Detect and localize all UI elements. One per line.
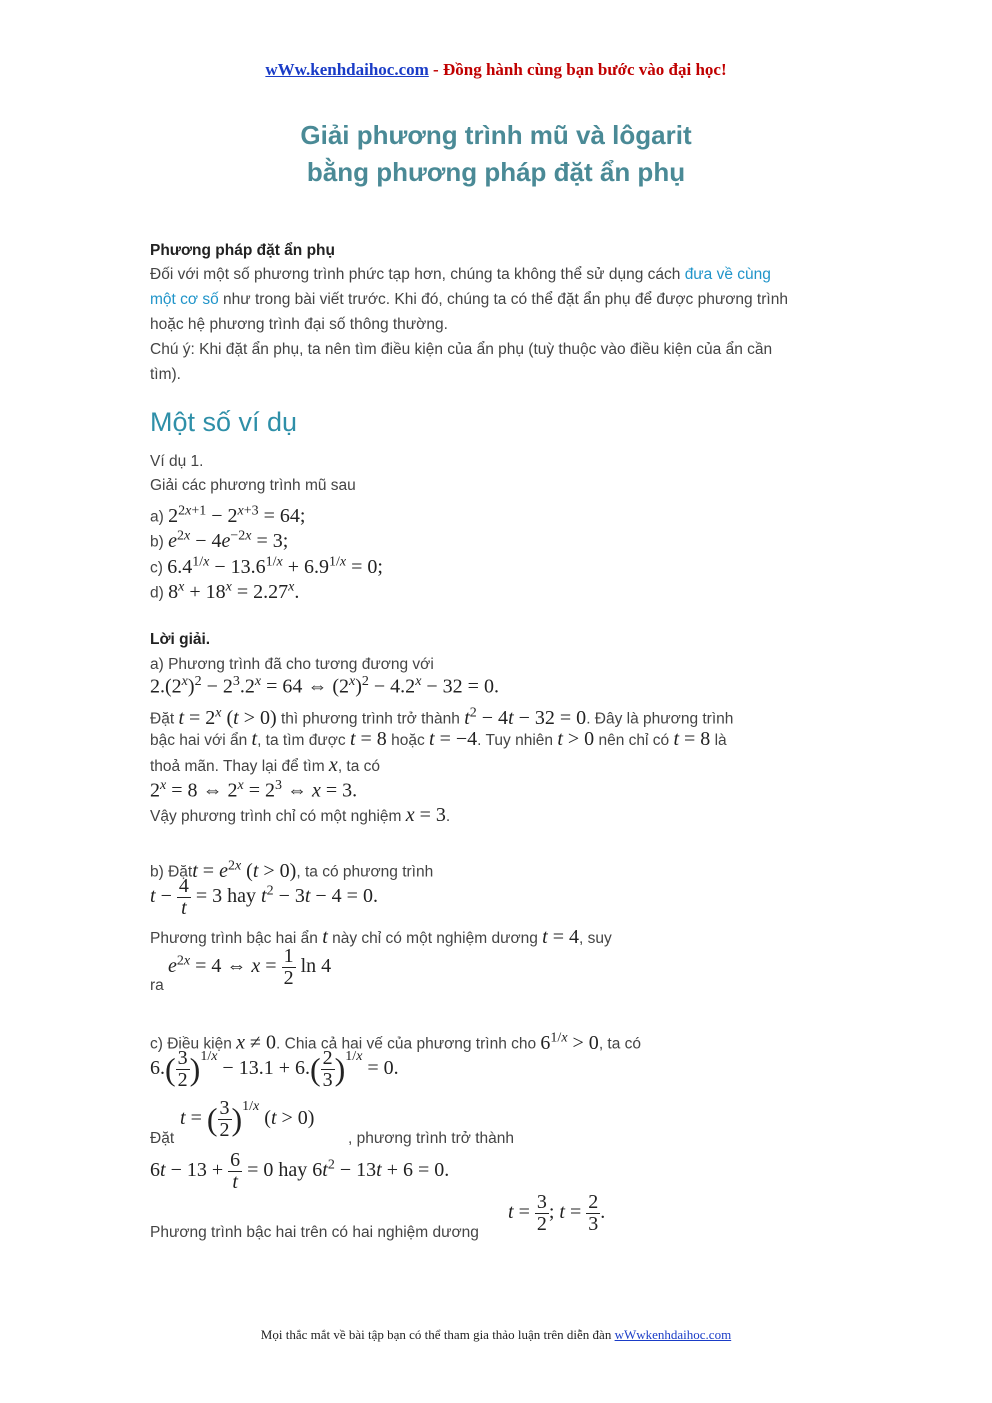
header-tagline: - Đồng hành cùng bạn bước vào đại học! [428, 60, 727, 79]
example-task: Giải các phương trình mũ sau [150, 477, 356, 494]
example-item-d [150, 574, 299, 606]
section-heading-examples: Một số ví dụ [150, 407, 298, 437]
solution-c-then: , phương trình trở thành [348, 1130, 514, 1147]
equation-c: $6.4^{1/x} - 13.6^{1/x} + 6.9^{1/x} = 0$; [167, 554, 383, 578]
site-link[interactable]: wWw.kenhdaihoc.com [265, 60, 429, 79]
item-label-b: b) [150, 533, 164, 551]
note-line1: Chú ý: Khi đặt ẩn phụ, ta nên tìm điều kiện của ẩn phụ (tuỳ thuộc vào điều kiện của ẩn cần [150, 341, 773, 358]
footer-link[interactable]: wWwkenhdaihoc.com [614, 1327, 732, 1342]
solution-a-equation2: $2^x = 8$ ⇔ $2^x = 2^3$ ⇔ x = 3. [150, 778, 358, 802]
solution-c-substitution: t = ( $\frac{3}{2}$ )$^{1/x}$ (t > 0) [180, 1097, 315, 1141]
item-label-a: a) [150, 508, 164, 526]
solution-c-roots: t = $\frac{3}{2}$ ; t = $\frac{2}{3}$ . [508, 1191, 606, 1235]
solution-b-ra: ra [150, 977, 164, 994]
equation-d: $8^x + 18^x = 2.27^x$. [168, 579, 300, 603]
page-header [0, 60, 992, 80]
equation-b: $e^{2x} - 4e^{-2x} = 3$; [168, 528, 289, 552]
intro-text-a: Đối với một số phương trình phức tạp hơn, chúng ta không thể sử dụng cách [150, 266, 685, 283]
doc-title-line1: Giải phương trình mũ và lôgarit [300, 120, 692, 150]
solution-c-equation1: 6.( $\frac{3}{2}$ )$^{1/x}$ − 13.1 + 6.( $\frac{2}{3}$ )$^{1/x}$ = 0. [150, 1047, 399, 1091]
solution-c-dat: Đặt [150, 1130, 175, 1147]
solution-c-line1: c) Điều kiện x ≠ 0. Chia cả hai vế của phương trình cho $6^{1/x} > 0$, ta có [150, 1030, 642, 1054]
solution-heading: Lời giải. [150, 631, 211, 648]
solution-a-intro: a) Phương trình đã cho tương đương với [150, 656, 434, 673]
solution-a-equation1: $2.(2^x)^2 - 2^3.2^x = 64$ ⇔ $(2^x)^2 - 4.2^x - 32 = 0$. [150, 674, 499, 698]
solution-a-line1: Đặt $t = 2^x$ (t > 0) thì phương trình trở thành $t^2 - 4t - 32 = 0$. Đây là phương trình [150, 705, 734, 729]
intro-paragraph [150, 262, 850, 387]
item-label-c: c) [150, 559, 163, 577]
solution-a-line3: thoả mãn. Thay lại để tìm x, ta có [150, 754, 381, 776]
doc-title-line2: bằng phương pháp đặt ẩn phụ [306, 157, 686, 187]
solution-c-last: Phương trình bậc hai trên có hai nghiệm dương [150, 1224, 479, 1241]
solution-a-conclusion: Vậy phương trình chỉ có một nghiệm x = 3. [150, 804, 451, 826]
solution-a-line2: bậc hai với ẩn t, ta tìm được t = 8 hoặc t = −4. Tuy nhiên t > 0 nên chỉ có t = 8 là [150, 728, 727, 750]
page-footer [0, 1327, 992, 1343]
intro-text-b: như trong bài viết trước. Khi đó, chúng ta có thể đặt ẩn phụ để được phương trình [218, 291, 788, 308]
section-heading-method: Phương pháp đặt ẩn phụ [150, 242, 335, 259]
solution-b-line1: b) Đặtt = $e^{2x}$ (t > 0), ta có phương trình [150, 858, 434, 882]
solution-b-equation: t − $\frac{4}{t}$ = 3 hay $t^2 - 3t - 4 = 0$. [150, 875, 378, 919]
solution-b-line2: Phương trình bậc hai ẩn t này chỉ có một nghiệm dương t = 4, suy [150, 926, 612, 948]
item-label-d: d) [150, 584, 164, 602]
example-label: Ví dụ 1. [150, 453, 204, 470]
link-same-base-2[interactable]: một cơ số [150, 291, 219, 308]
equation-a: $2^{2x+1} - 2^{x+3} = 64$; [168, 503, 306, 527]
link-same-base-1[interactable]: đưa về cùng [684, 266, 771, 283]
note-line2: tìm). [150, 366, 181, 383]
example-intro [150, 450, 356, 498]
solution-c-equation2: 6t − 13 + $\frac{6}{t}$ = 0 hay $6t^2 - 13t + 6 = 0$. [150, 1149, 450, 1193]
intro-text-c: hoặc hệ phương trình đại số thông thường. [150, 316, 448, 333]
footer-text: Mọi thắc mắt về bài tập bạn có thể tham gia thảo luận trên diễn đàn [260, 1327, 615, 1342]
solution-b-result: $e^{2x} = 4$ ⇔ x = $\frac{1}{2}$ ln 4 [168, 945, 332, 989]
